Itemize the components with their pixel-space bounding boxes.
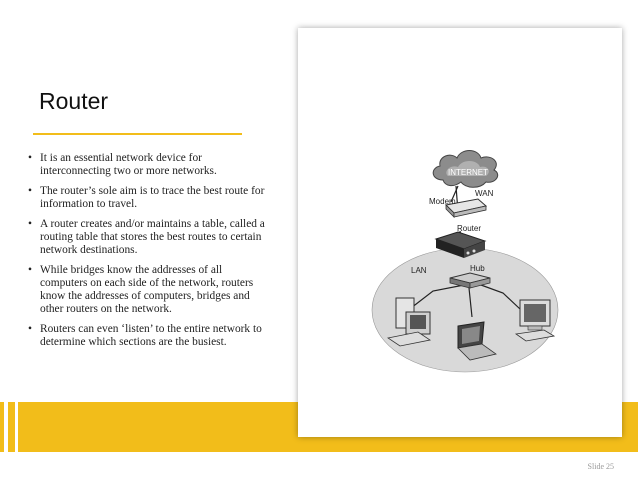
bullet-item: [28, 185, 268, 211]
bullet-dot-icon: •: [28, 264, 32, 276]
network-diagram-card: [298, 28, 622, 437]
network-diagram: [298, 28, 622, 437]
bullet-item: [28, 264, 268, 316]
bullet-item: [28, 323, 268, 349]
bullet-text: The router’s sole aim is to trace the best route for information to travel.: [40, 185, 265, 210]
bullet-dot-icon: •: [28, 152, 32, 164]
accent-band-stripe: [8, 402, 15, 452]
bullet-text: A router creates and/or maintains a table, called a routing table that stores the best routes to certain network destinations.: [40, 218, 265, 256]
hub-label: Hub: [470, 264, 485, 273]
slide-title: Router: [39, 88, 109, 114]
bullet-item: [28, 218, 268, 257]
router-label: Router: [457, 224, 482, 233]
bullet-dot-icon: •: [28, 323, 32, 335]
accent-band-stripe: [0, 402, 4, 452]
internet-label: INTERNET: [448, 168, 488, 177]
title-underline: [33, 133, 242, 135]
bullet-text: Routers can even ‘listen’ to the entire network to determine which sections are the busiest.: [40, 323, 262, 348]
bullet-dot-icon: •: [28, 185, 32, 197]
bullet-item: [28, 152, 268, 178]
modem-label: Modem: [429, 197, 456, 206]
bullet-text: It is an essential network device for interconnecting two or more networks.: [40, 152, 217, 177]
wan-label: WAN: [475, 189, 494, 198]
slide-number: Slide 25: [587, 462, 614, 471]
bullet-dot-icon: •: [28, 218, 32, 230]
bullet-text: While bridges know the addresses of all computers on each side of the network, routers know the addresses of computers, bridges and other routers on the network.: [40, 264, 254, 315]
lan-label: LAN: [411, 266, 427, 275]
desktop-computer-icon: [516, 300, 554, 341]
bullet-list: [28, 152, 268, 356]
